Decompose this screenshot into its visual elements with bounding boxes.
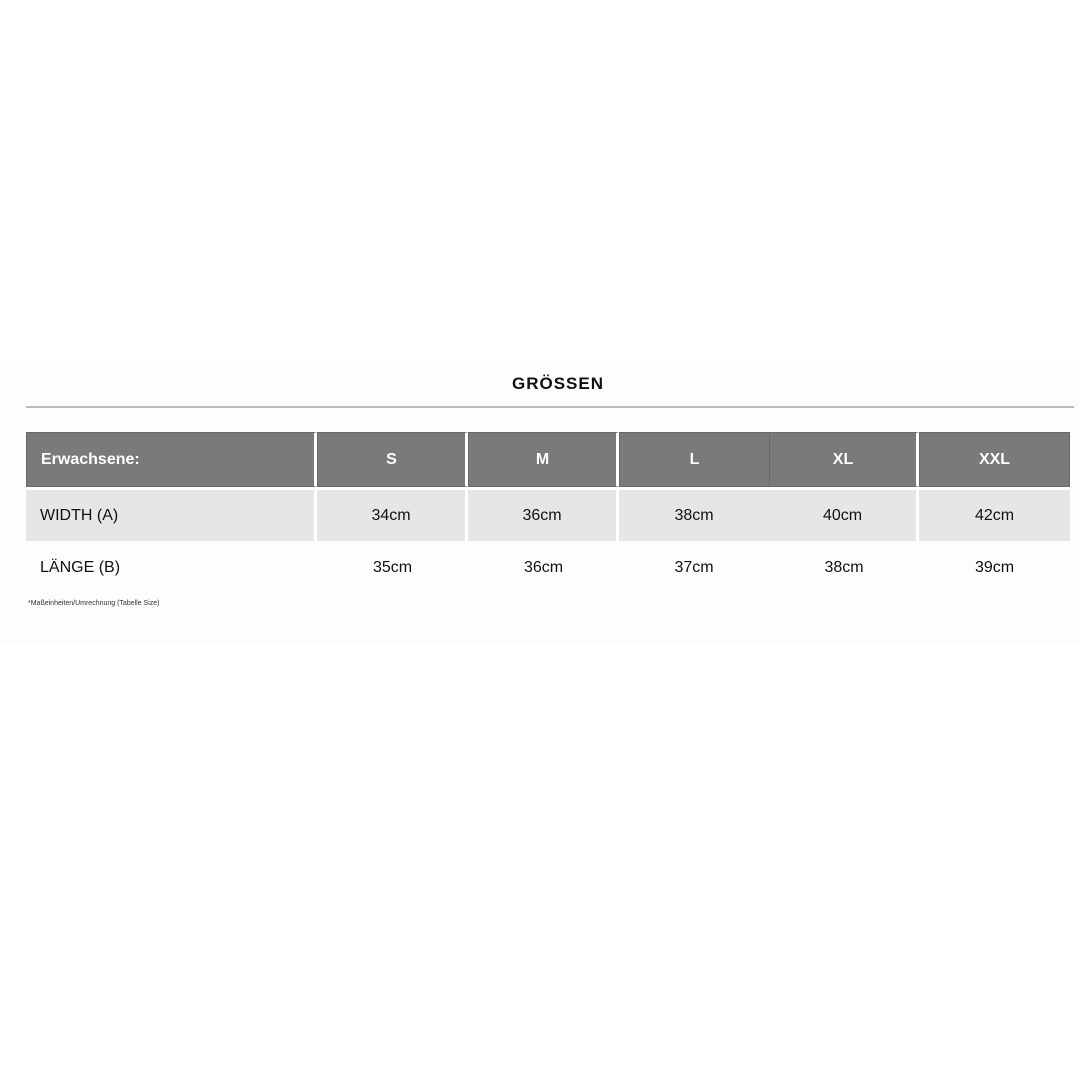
size-chart-title: GRÖSSEN <box>512 374 605 393</box>
row-label-length: LÄNGE (B) <box>40 559 121 576</box>
table-cell: 38cm <box>824 559 864 576</box>
row-label-width: WIDTH (A) <box>26 487 317 541</box>
table-cell: 36cm <box>468 487 619 541</box>
table-row <box>26 541 1070 595</box>
header-cell-xl: XL <box>769 432 919 487</box>
header-cell-xxl: XXL <box>919 432 1070 487</box>
table-cell: 36cm <box>523 559 564 576</box>
size-chart-title-wrap <box>0 366 1080 394</box>
footnote: *Maßeinheiten/Umrechnung (Tabelle Size) <box>28 600 160 607</box>
size-table <box>26 432 1070 595</box>
header-cell-group: Erwachsene: <box>26 432 317 487</box>
table-cell: 42cm <box>919 487 1070 541</box>
table-header-row <box>26 432 1070 487</box>
header-cell-s: S <box>317 432 468 487</box>
size-chart-panel <box>0 366 1080 644</box>
table-cell: 39cm <box>974 559 1015 576</box>
table-cell: 35cm <box>372 559 413 576</box>
header-cell-l: L <box>619 432 769 487</box>
table-cell: 38cm <box>619 487 769 541</box>
title-divider <box>26 406 1074 408</box>
table-cell: 37cm <box>674 559 714 576</box>
table-cell: 40cm <box>769 487 919 541</box>
table-cell: 34cm <box>317 487 468 541</box>
header-cell-m: M <box>468 432 619 487</box>
table-row <box>26 487 1070 541</box>
